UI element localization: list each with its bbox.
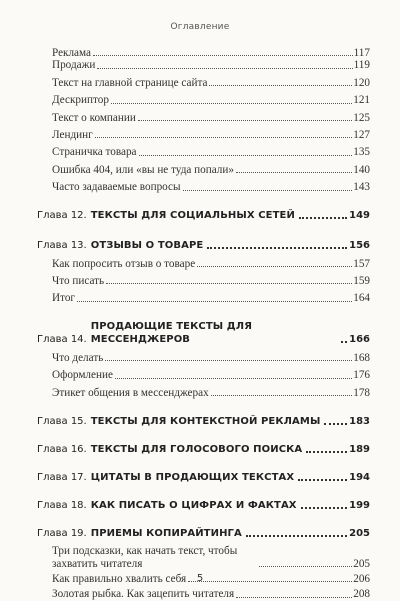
- chapter-page: 199: [349, 500, 370, 512]
- toc-entry-title: Что делать: [52, 351, 104, 364]
- chapter-title: ЦИТАТЫ В ПРОДАЮЩИХ ТЕКСТАХ: [90, 472, 295, 484]
- toc-entry: [52, 146, 370, 158]
- leader-dots: [246, 535, 347, 537]
- toc-entry-page: 117: [353, 47, 370, 59]
- toc-entry: [52, 59, 370, 71]
- toc-entry-page: 164: [353, 292, 370, 305]
- toc-entry-page: 121: [353, 94, 370, 107]
- toc-entry-page: 125: [353, 111, 370, 124]
- toc-entry-page: 157: [353, 257, 370, 270]
- leader-dots: [77, 301, 352, 302]
- toc-entry: [52, 258, 370, 270]
- toc-entry-title: Текст о компании: [52, 111, 136, 124]
- leader-dots: [209, 85, 352, 86]
- toc-chapter-16: [37, 443, 370, 456]
- toc-entry-page: 168: [353, 351, 370, 364]
- toc-entry-title: Часто задаваемые вопросы: [52, 181, 181, 194]
- toc-entry-title: Этикет общения в мессенджерах: [52, 386, 209, 399]
- chapter-page: 149: [349, 209, 370, 221]
- table-of-contents: [37, 47, 370, 601]
- chapter-title: ТЕКСТЫ ДЛЯ КОНТЕКСТНОЙ РЕКЛАМЫ: [90, 416, 321, 428]
- toc-entry: [52, 94, 370, 106]
- toc-entry-page: 205: [353, 557, 370, 570]
- toc-entry-title: Продажи: [52, 59, 96, 72]
- leader-dots: [299, 217, 347, 219]
- leader-dots: [115, 378, 352, 379]
- toc-entry: [52, 369, 370, 381]
- toc-entry: [52, 129, 370, 141]
- toc-chapter-15: [37, 415, 370, 428]
- toc-chapter-13: [37, 239, 370, 252]
- toc-entry-title: Три подсказки, как начать текст, чтобы захватить читателя: [52, 545, 238, 570]
- toc-entry-page: 127: [353, 129, 370, 142]
- chapter-label: Глава 13.: [37, 239, 87, 251]
- leader-dots: [97, 68, 352, 69]
- toc-entry: [52, 588, 370, 600]
- chapter-title: ПРОДАЮЩИЕ ТЕКСТЫ ДЛЯ МЕССЕНДЖЕРОВ: [90, 320, 252, 345]
- leader-dots: [139, 155, 353, 156]
- chapter-title: ТЕКСТЫ ДЛЯ ГОЛОСОВОГО ПОИСКА: [90, 444, 303, 456]
- page-number: 5: [196, 573, 204, 584]
- toc-entry: [52, 292, 370, 304]
- toc-chapter-12: [37, 209, 370, 222]
- toc-entry-page: 208: [353, 588, 370, 601]
- chapter-page: 183: [349, 416, 370, 428]
- toc-entry-page: 143: [353, 181, 370, 194]
- toc-chapter-19: [37, 527, 370, 540]
- toc-entry-title: Дескриптор: [52, 94, 109, 107]
- leader-dots: [259, 566, 352, 567]
- toc-entry-title: Лендинг: [52, 129, 93, 142]
- toc-entry-title: Ошибка 404, или «вы не туда попали»: [52, 163, 234, 176]
- toc-entry-title: Как попросить отзыв о товаре: [52, 257, 196, 270]
- toc-entry: [52, 181, 370, 193]
- toc-entry: [52, 275, 370, 287]
- leader-dots: [93, 55, 353, 56]
- chapter-title: ОТЗЫВЫ О ТОВАРЕ: [90, 239, 204, 251]
- chapter-title: ПРИЕМЫ КОПИРАЙТИНГА: [90, 528, 242, 540]
- leader-dots: [341, 341, 347, 343]
- toc-entry-page: 120: [353, 76, 370, 89]
- toc-entry-page: 140: [353, 163, 370, 176]
- leader-dots: [111, 103, 352, 104]
- toc-entry-title: Итог: [52, 292, 76, 305]
- leader-dots: [207, 247, 347, 249]
- toc-entry-title: Реклама: [52, 47, 91, 59]
- chapter-page: 205: [349, 528, 370, 540]
- toc-entry-page: 135: [353, 146, 370, 159]
- chapter-label: Глава 14.: [37, 333, 87, 345]
- toc-entry-page: 159: [353, 275, 370, 288]
- leader-dots: [95, 137, 353, 138]
- chapter-page: 166: [349, 333, 370, 345]
- toc-entry: [52, 112, 370, 124]
- chapter-label: Глава 18.: [37, 500, 87, 512]
- leader-dots: [211, 395, 353, 396]
- leader-dots: [138, 120, 352, 121]
- toc-entry: [52, 352, 370, 364]
- toc-entry-title: Страничка товара: [52, 146, 137, 159]
- toc-chapter-14: [37, 320, 370, 346]
- toc-chapter-18: [37, 499, 370, 512]
- toc-entry: [52, 164, 370, 176]
- toc-chapter-17: [37, 471, 370, 484]
- toc-entry-page: 119: [353, 59, 370, 72]
- chapter-label: Глава 12.: [37, 209, 87, 221]
- toc-entry-title: Что писать: [52, 275, 105, 288]
- leader-dots: [183, 190, 353, 191]
- leader-dots: [236, 597, 352, 598]
- chapter-title: КАК ПИСАТЬ О ЦИФРАХ И ФАКТАХ: [90, 500, 297, 512]
- chapter-page: 189: [349, 444, 370, 456]
- toc-entry-title: Золотая рыбка. Как зацепить читателя: [52, 588, 235, 601]
- toc-entry-title: Как правильно хвалить себя: [52, 572, 187, 585]
- toc-entry: [52, 387, 370, 399]
- leader-dots: [106, 283, 352, 284]
- toc-entry-page: 178: [353, 386, 370, 399]
- chapter-page: 194: [349, 472, 370, 484]
- chapter-label: Глава 16.: [37, 444, 87, 456]
- toc-entry: [52, 545, 370, 570]
- chapter-page: 156: [349, 239, 370, 251]
- leader-dots: [324, 423, 347, 425]
- leader-dots: [301, 507, 348, 509]
- running-head: Оглавление: [170, 22, 230, 32]
- toc-entry-page: 206: [353, 572, 370, 585]
- toc-entry-page: 176: [353, 369, 370, 382]
- leader-dots: [236, 172, 352, 173]
- toc-entry: [52, 77, 370, 89]
- leader-dots: [298, 479, 347, 481]
- chapter-label: Глава 19.: [37, 528, 87, 540]
- toc-entry-title: Оформление: [52, 369, 113, 382]
- chapter-title: ТЕКСТЫ ДЛЯ СОЦИАЛЬНЫХ СЕТЕЙ: [90, 209, 295, 221]
- leader-dots: [105, 360, 352, 361]
- leader-dots: [197, 266, 352, 267]
- chapter-label: Глава 17.: [37, 472, 87, 484]
- chapter-label: Глава 15.: [37, 416, 87, 428]
- toc-entry: [52, 47, 370, 59]
- toc-entry-title: Текст на главной странице сайта: [52, 76, 208, 89]
- leader-dots: [306, 451, 347, 453]
